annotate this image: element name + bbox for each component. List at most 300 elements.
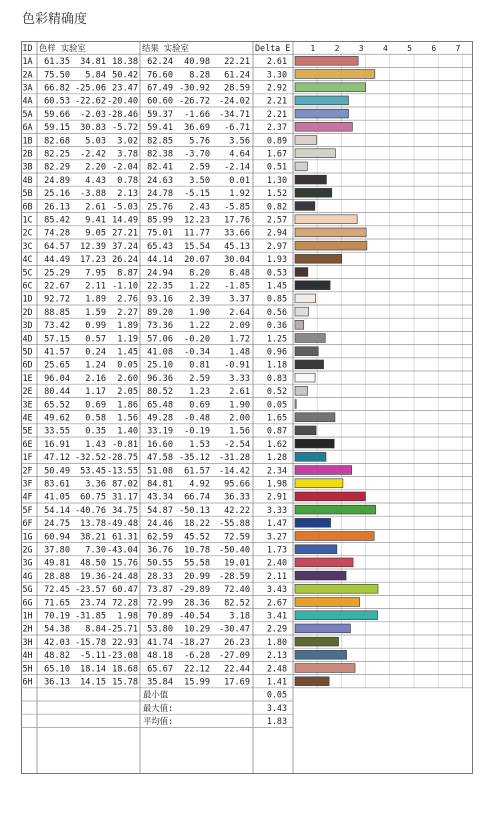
- row-id-3b: 3B: [22, 161, 33, 172]
- sample-lab-2h-2: -25.71: [106, 624, 138, 635]
- sample-lab-4h-1: -5.11: [80, 651, 106, 662]
- delta-e-value-3g: 2.40: [266, 557, 287, 568]
- sample-lab-5a-0: 59.66: [44, 109, 70, 120]
- sample-lab-6d-1: 1.24: [85, 360, 106, 371]
- sample-lab-4h-0: 48.82: [44, 651, 70, 662]
- result-lab-4f-2: 36.33: [224, 492, 250, 503]
- result-lab-4a-1: -26.72: [178, 96, 210, 107]
- sample-lab-3d-1: 0.99: [85, 321, 106, 332]
- sample-lab-4b-2: 0.78: [117, 175, 138, 186]
- result-lab-3h-0: 41.74: [147, 637, 173, 648]
- result-lab-3g-0: 50.55: [147, 558, 173, 569]
- delta-e-bar-3h: [295, 637, 339, 646]
- result-lab-3a-2: 28.59: [224, 83, 250, 94]
- delta-e-value-5c: 0.53: [266, 267, 287, 278]
- result-lab-4f-0: 43.34: [147, 492, 173, 503]
- delta-e-bar-6f: [295, 518, 331, 527]
- result-lab-6d-1: 0.81: [189, 360, 210, 371]
- header-id: ID: [22, 42, 33, 53]
- delta-e-bar-2b: [295, 149, 335, 158]
- row-id-1g: 1G: [22, 531, 33, 542]
- summary-label-1: 最大值:: [143, 702, 174, 713]
- sample-lab-1b-1: 5.03: [85, 136, 106, 147]
- result-lab-3b-0: 82.41: [147, 162, 173, 173]
- row-id-6a: 6A: [22, 122, 33, 133]
- result-lab-6b-2: -5.85: [224, 202, 250, 213]
- result-lab-4d-0: 57.06: [147, 334, 173, 345]
- delta-e-bar-4g: [295, 571, 346, 580]
- result-lab-2h-2: -30.47: [218, 624, 250, 635]
- result-lab-5f-0: 54.87: [147, 505, 173, 516]
- sample-lab-5a-1: -2.03: [80, 109, 106, 120]
- sample-lab-1f-1: -32.52: [74, 453, 106, 464]
- row-id-2a: 2A: [22, 69, 33, 80]
- result-lab-2g-1: 10.78: [184, 545, 210, 556]
- result-lab-1f-0: 47.58: [147, 453, 173, 464]
- row-id-4b: 4B: [22, 174, 33, 185]
- row-id-4g: 4G: [22, 570, 33, 581]
- sample-lab-2a-0: 75.50: [44, 70, 70, 81]
- delta-e-value-5a: 2.21: [266, 108, 287, 119]
- delta-e-value-2d: 0.56: [266, 306, 287, 317]
- result-lab-5c-2: 8.48: [229, 268, 250, 279]
- result-lab-1c-0: 85.99: [147, 215, 173, 226]
- sample-lab-5d-2: 1.45: [117, 347, 138, 358]
- result-lab-2b-2: 4.64: [229, 149, 250, 160]
- sample-lab-3d-2: 1.89: [117, 321, 138, 332]
- result-lab-5a-2: -34.71: [218, 109, 250, 120]
- result-lab-6a-2: -6.71: [224, 123, 250, 134]
- delta-e-value-5f: 3.33: [266, 504, 287, 515]
- delta-e-bar-5g: [295, 584, 378, 593]
- delta-e-value-4e: 1.65: [266, 412, 287, 423]
- result-lab-3a-1: -30.92: [178, 83, 210, 94]
- row-id-1f: 1F: [22, 452, 33, 463]
- delta-e-bar-3d: [295, 320, 304, 329]
- sample-lab-1b-2: 3.02: [117, 136, 138, 147]
- delta-e-value-2g: 1.73: [266, 544, 287, 555]
- result-lab-4b-0: 24.63: [147, 175, 173, 186]
- delta-e-bar-1e: [295, 373, 315, 382]
- sample-lab-6b-1: 2.61: [85, 202, 106, 213]
- sample-lab-6f-0: 24.75: [44, 519, 70, 530]
- sample-lab-3g-2: 15.76: [112, 558, 138, 569]
- delta-e-bar-6c: [295, 281, 330, 290]
- result-lab-6g-1: 28.36: [184, 598, 210, 609]
- delta-e-value-1d: 0.85: [266, 293, 287, 304]
- row-id-5c: 5C: [22, 267, 33, 278]
- result-lab-2a-2: 61.24: [224, 70, 250, 81]
- sample-lab-6h-0: 36.13: [44, 677, 70, 688]
- row-id-3e: 3E: [22, 399, 33, 410]
- sample-lab-3c-2: 37.24: [112, 241, 138, 252]
- row-id-4f: 4F: [22, 491, 33, 502]
- row-id-4a: 4A: [22, 95, 33, 106]
- sample-lab-3e-0: 65.52: [44, 400, 70, 411]
- result-lab-3b-1: 2.59: [189, 162, 210, 173]
- delta-e-bar-4f: [295, 492, 365, 501]
- delta-e-bar-3g: [295, 558, 353, 567]
- delta-e-value-3d: 0.36: [266, 320, 287, 331]
- result-lab-3c-1: 15.54: [184, 241, 210, 252]
- result-lab-5e-2: 1.56: [229, 426, 250, 437]
- delta-e-bar-3e: [295, 400, 296, 409]
- row-id-1a: 1A: [22, 56, 33, 67]
- result-lab-1e-1: 2.59: [189, 373, 210, 384]
- sample-lab-4e-2: 1.56: [117, 413, 138, 424]
- header-result-lab: 结果 实验室: [142, 42, 189, 53]
- sample-lab-1f-2: -28.75: [106, 453, 138, 464]
- row-id-6h: 6H: [22, 676, 33, 687]
- sample-lab-2d-2: 2.27: [117, 307, 138, 318]
- delta-e-value-1h: 3.41: [266, 610, 287, 621]
- delta-e-value-3f: 1.98: [266, 478, 287, 489]
- sample-lab-2b-1: -2.42: [80, 149, 106, 160]
- result-lab-2d-2: 2.64: [229, 307, 250, 318]
- sample-lab-4e-0: 49.62: [44, 413, 70, 424]
- delta-e-value-5b: 1.52: [266, 188, 287, 199]
- result-lab-4b-2: 0.01: [229, 175, 250, 186]
- sample-lab-5c-0: 25.29: [44, 268, 70, 279]
- delta-e-bar-3a: [295, 83, 366, 92]
- sample-lab-4g-0: 28.88: [44, 571, 70, 582]
- delta-e-bar-4e: [295, 413, 335, 422]
- row-id-2e: 2E: [22, 386, 33, 397]
- sample-lab-5f-1: -40.76: [74, 505, 106, 516]
- sample-lab-1d-2: 2.76: [117, 294, 138, 305]
- row-id-3h: 3H: [22, 636, 33, 647]
- sample-lab-5g-1: -23.57: [74, 585, 106, 596]
- sample-lab-1g-2: 61.31: [112, 532, 138, 543]
- result-lab-4h-2: -27.09: [218, 651, 250, 662]
- sample-lab-1a-2: 18.38: [112, 57, 138, 68]
- result-lab-2c-2: 33.66: [224, 228, 250, 239]
- summary-value-0: 0.05: [266, 689, 287, 700]
- row-id-3d: 3D: [22, 320, 33, 331]
- result-lab-6d-0: 25.10: [147, 360, 173, 371]
- delta-e-value-4b: 1.30: [266, 174, 287, 185]
- row-id-2g: 2G: [22, 544, 33, 555]
- sample-lab-1a-1: 34.81: [80, 57, 106, 68]
- delta-e-bar-1a: [295, 56, 358, 65]
- delta-e-value-5g: 3.43: [266, 584, 287, 595]
- delta-e-value-6f: 1.47: [266, 518, 287, 529]
- sample-lab-1g-0: 60.94: [44, 532, 70, 543]
- result-lab-3e-2: 1.90: [229, 400, 250, 411]
- row-id-4e: 4E: [22, 412, 33, 423]
- sample-lab-6d-0: 25.65: [44, 360, 70, 371]
- delta-e-bar-2g: [295, 545, 337, 554]
- delta-e-value-1a: 2.61: [266, 56, 287, 67]
- delta-e-bar-5f: [295, 505, 376, 514]
- sample-lab-6f-1: 13.78: [80, 519, 106, 530]
- row-id-2h: 2H: [22, 623, 33, 634]
- result-lab-4b-1: 3.50: [189, 175, 210, 186]
- delta-e-value-2f: 2.34: [266, 465, 287, 476]
- result-lab-5c-1: 8.20: [189, 268, 210, 279]
- result-lab-6b-0: 25.76: [147, 202, 173, 213]
- sample-lab-3a-2: 23.47: [112, 83, 138, 94]
- result-lab-3h-1: -18.27: [178, 637, 210, 648]
- delta-e-value-1f: 1.28: [266, 452, 287, 463]
- x-tick-label-1: 1: [310, 43, 316, 53]
- result-lab-5b-0: 24.78: [147, 189, 173, 200]
- row-id-6e: 6E: [22, 438, 33, 449]
- delta-e-value-1b: 0.89: [266, 135, 287, 146]
- sample-lab-2c-2: 27.21: [112, 228, 138, 239]
- result-lab-1f-2: -31.28: [218, 453, 250, 464]
- delta-e-bar-5b: [295, 188, 332, 197]
- color-accuracy-table: [21, 41, 473, 774]
- sample-lab-2c-1: 9.05: [85, 228, 106, 239]
- sample-lab-6c-1: 2.11: [85, 281, 106, 292]
- delta-e-bar-5h: [295, 664, 355, 673]
- row-id-6c: 6C: [22, 280, 33, 291]
- row-id-5b: 5B: [22, 188, 33, 199]
- sample-lab-6e-0: 16.91: [44, 439, 70, 450]
- delta-e-bar-2e: [295, 386, 308, 395]
- sample-lab-1h-2: 1.98: [117, 611, 138, 622]
- sample-lab-3g-0: 49.81: [44, 558, 70, 569]
- sample-lab-1f-0: 47.12: [44, 453, 70, 464]
- sample-lab-4f-1: 60.75: [80, 492, 106, 503]
- result-lab-1f-1: -35.12: [178, 453, 210, 464]
- sample-lab-5e-2: 1.40: [117, 426, 138, 437]
- sample-lab-6e-1: 1.43: [85, 439, 106, 450]
- sample-lab-6h-2: 15.78: [112, 677, 138, 688]
- delta-e-value-4g: 2.11: [266, 570, 287, 581]
- delta-e-bar-1h: [295, 611, 378, 620]
- delta-e-bar-5d: [295, 347, 318, 356]
- summary-value-2: 1.83: [266, 716, 287, 727]
- sample-lab-2e-0: 80.44: [44, 387, 70, 398]
- delta-e-value-1g: 3.27: [266, 531, 287, 542]
- sample-lab-5b-0: 25.16: [44, 189, 70, 200]
- sample-lab-6a-1: 30.83: [80, 123, 106, 134]
- sample-lab-5c-2: 8.87: [117, 268, 138, 279]
- result-lab-6f-2: -55.88: [218, 519, 250, 530]
- sample-lab-3c-0: 64.57: [44, 241, 70, 252]
- delta-e-value-5e: 0.87: [266, 425, 287, 436]
- delta-e-bar-4c: [295, 254, 342, 263]
- result-lab-6e-0: 16.60: [147, 439, 173, 450]
- result-lab-4e-0: 49.28: [147, 413, 173, 424]
- result-lab-2b-0: 82.38: [147, 149, 173, 160]
- sample-lab-3e-1: 0.69: [85, 400, 106, 411]
- result-lab-2f-1: 61.57: [184, 466, 210, 477]
- result-lab-5g-2: 72.40: [224, 585, 250, 596]
- sample-lab-5b-1: -3.88: [80, 189, 106, 200]
- sample-lab-6a-0: 59.15: [44, 123, 70, 134]
- result-lab-3d-0: 73.36: [147, 321, 173, 332]
- delta-e-bar-1c: [295, 215, 357, 224]
- result-lab-3g-1: 55.58: [184, 558, 210, 569]
- sample-lab-1c-0: 85.42: [44, 215, 70, 226]
- result-lab-3d-2: 2.09: [229, 321, 250, 332]
- delta-e-value-6h: 1.41: [266, 676, 287, 687]
- result-lab-4d-1: -0.20: [184, 334, 210, 345]
- sample-lab-1e-1: 2.16: [85, 373, 106, 384]
- sample-lab-4c-0: 44.49: [44, 255, 70, 266]
- delta-e-value-3b: 0.51: [266, 161, 287, 172]
- sample-lab-2h-0: 54.38: [44, 624, 70, 635]
- sample-lab-4f-2: 31.17: [112, 492, 138, 503]
- result-lab-5c-0: 24.94: [147, 268, 173, 279]
- result-lab-1b-1: 5.76: [189, 136, 210, 147]
- sample-lab-3a-1: -25.06: [74, 83, 106, 94]
- result-lab-5e-1: -0.19: [184, 426, 210, 437]
- delta-e-bar-2h: [295, 624, 350, 633]
- result-lab-3f-0: 84.81: [147, 479, 173, 490]
- sample-lab-5g-0: 72.45: [44, 585, 70, 596]
- sample-lab-4e-1: 0.58: [85, 413, 106, 424]
- result-lab-3d-1: 1.22: [189, 321, 210, 332]
- result-lab-3g-2: 19.01: [224, 558, 250, 569]
- sample-lab-6b-0: 26.13: [44, 202, 70, 213]
- result-lab-1e-2: 3.33: [229, 373, 250, 384]
- sample-lab-1d-1: 1.89: [85, 294, 106, 305]
- sample-lab-2e-1: 1.17: [85, 387, 106, 398]
- result-lab-5h-0: 65.67: [147, 664, 173, 675]
- sample-lab-2f-1: 53.45: [80, 466, 106, 477]
- result-lab-5e-0: 33.19: [147, 426, 173, 437]
- summary-value-1: 3.43: [266, 702, 287, 713]
- result-lab-3e-0: 65.48: [147, 400, 173, 411]
- row-id-3f: 3F: [22, 478, 33, 489]
- result-lab-4h-1: -6.28: [184, 651, 210, 662]
- result-lab-5a-0: 59.37: [147, 109, 173, 120]
- result-lab-1c-2: 17.76: [224, 215, 250, 226]
- delta-e-bar-4h: [295, 650, 347, 659]
- result-lab-4g-2: -28.59: [218, 571, 250, 582]
- x-tick-label-7: 7: [455, 43, 461, 53]
- result-lab-1d-0: 93.16: [147, 294, 173, 305]
- sample-lab-6g-1: 23.74: [80, 598, 106, 609]
- sample-lab-5a-2: -28.46: [106, 109, 138, 120]
- result-lab-3c-0: 65.43: [147, 241, 173, 252]
- sample-lab-3b-2: -2.04: [112, 162, 138, 173]
- delta-e-value-4c: 1.93: [266, 254, 287, 265]
- sample-lab-1e-0: 96.04: [44, 373, 70, 384]
- sample-lab-3f-2: 87.02: [112, 479, 138, 490]
- sample-lab-5b-2: 2.13: [117, 189, 138, 200]
- sample-lab-3g-1: 48.50: [80, 558, 106, 569]
- result-lab-5f-2: 42.22: [224, 505, 250, 516]
- sample-lab-5h-1: 18.14: [80, 664, 106, 675]
- sample-lab-3f-1: 3.36: [85, 479, 106, 490]
- sample-lab-2h-1: 8.84: [85, 624, 106, 635]
- sample-lab-5f-0: 54.14: [44, 505, 70, 516]
- sample-lab-5f-2: 34.75: [112, 505, 138, 516]
- row-id-4h: 4H: [22, 650, 33, 661]
- result-lab-2g-0: 36.76: [147, 545, 173, 556]
- sample-lab-3h-1: -15.78: [74, 637, 106, 648]
- sample-lab-4a-2: -20.40: [106, 96, 138, 107]
- result-lab-1a-0: 62.24: [147, 57, 173, 68]
- result-lab-1b-2: 3.56: [229, 136, 250, 147]
- delta-e-bar-2f: [295, 466, 352, 475]
- result-lab-2e-1: 1.23: [189, 387, 210, 398]
- delta-e-value-4f: 2.91: [266, 491, 287, 502]
- sample-lab-6c-0: 22.67: [44, 281, 70, 292]
- sample-lab-6b-2: -5.03: [112, 202, 138, 213]
- sample-lab-5d-0: 41.57: [44, 347, 70, 358]
- row-id-6g: 6G: [22, 597, 33, 608]
- result-lab-1a-1: 40.98: [184, 57, 210, 68]
- delta-e-value-6a: 2.37: [266, 122, 287, 133]
- result-lab-3f-2: 95.66: [224, 479, 250, 490]
- sample-lab-2c-0: 74.28: [44, 228, 70, 239]
- sample-lab-2g-2: -43.04: [106, 545, 138, 556]
- delta-e-bar-1b: [295, 136, 317, 145]
- delta-e-value-6d: 1.18: [266, 359, 287, 370]
- result-lab-4d-2: 1.72: [229, 334, 250, 345]
- sample-lab-2b-0: 82.25: [44, 149, 70, 160]
- result-lab-3f-1: 4.92: [189, 479, 210, 490]
- sample-lab-6g-0: 71.65: [44, 598, 70, 609]
- result-lab-6d-2: -0.91: [224, 360, 250, 371]
- result-lab-4g-0: 28.33: [147, 571, 173, 582]
- result-lab-4e-1: -0.48: [184, 413, 210, 424]
- result-lab-6h-0: 35.84: [147, 677, 173, 688]
- sample-lab-4d-1: 0.57: [85, 334, 106, 345]
- sample-lab-6g-2: 72.28: [112, 598, 138, 609]
- delta-e-bar-5e: [295, 426, 316, 435]
- sample-lab-4c-1: 17.23: [80, 255, 106, 266]
- x-tick-label-6: 6: [431, 43, 437, 53]
- sample-lab-6e-2: -0.81: [112, 439, 138, 450]
- result-lab-2h-1: 10.29: [184, 624, 210, 635]
- delta-e-bar-5a: [295, 109, 348, 118]
- sample-lab-6f-2: -49.48: [106, 519, 138, 530]
- delta-e-value-1e: 0.83: [266, 372, 287, 383]
- row-id-3c: 3C: [22, 240, 33, 251]
- sample-lab-5h-2: 18.68: [112, 664, 138, 675]
- x-tick-label-3: 3: [358, 43, 364, 53]
- row-id-2b: 2B: [22, 148, 33, 159]
- sample-lab-5d-1: 0.24: [85, 347, 106, 358]
- row-id-6b: 6B: [22, 201, 33, 212]
- sample-lab-6h-1: 14.15: [80, 677, 106, 688]
- row-id-5f: 5F: [22, 504, 33, 515]
- delta-e-value-2c: 2.94: [266, 227, 287, 238]
- delta-e-value-4h: 2.13: [266, 650, 287, 661]
- row-id-5d: 5D: [22, 346, 33, 357]
- sample-lab-2d-0: 88.85: [44, 307, 70, 318]
- result-lab-4e-2: 2.00: [229, 413, 250, 424]
- result-lab-1c-1: 12.23: [184, 215, 210, 226]
- delta-e-bar-4b: [295, 175, 326, 184]
- sample-lab-1b-0: 82.68: [44, 136, 70, 147]
- sample-lab-6c-2: -1.10: [112, 281, 138, 292]
- header-sample-lab: 色样 实验室: [39, 42, 86, 53]
- row-id-6f: 6F: [22, 518, 33, 529]
- delta-e-bar-4a: [295, 96, 348, 105]
- result-lab-1h-2: 3.18: [229, 611, 250, 622]
- sample-lab-3e-2: 1.86: [117, 400, 138, 411]
- row-id-4c: 4C: [22, 254, 33, 265]
- row-id-2f: 2F: [22, 465, 33, 476]
- result-lab-2d-0: 89.20: [147, 307, 173, 318]
- result-lab-2b-1: -3.70: [184, 149, 210, 160]
- delta-e-value-6e: 1.62: [266, 438, 287, 449]
- sample-lab-2b-2: 3.78: [117, 149, 138, 160]
- sample-lab-1d-0: 92.72: [44, 294, 70, 305]
- result-lab-1g-2: 72.59: [224, 532, 250, 543]
- row-id-2c: 2C: [22, 227, 33, 238]
- delta-e-bar-1d: [295, 294, 316, 303]
- result-lab-3h-2: 26.23: [224, 637, 250, 648]
